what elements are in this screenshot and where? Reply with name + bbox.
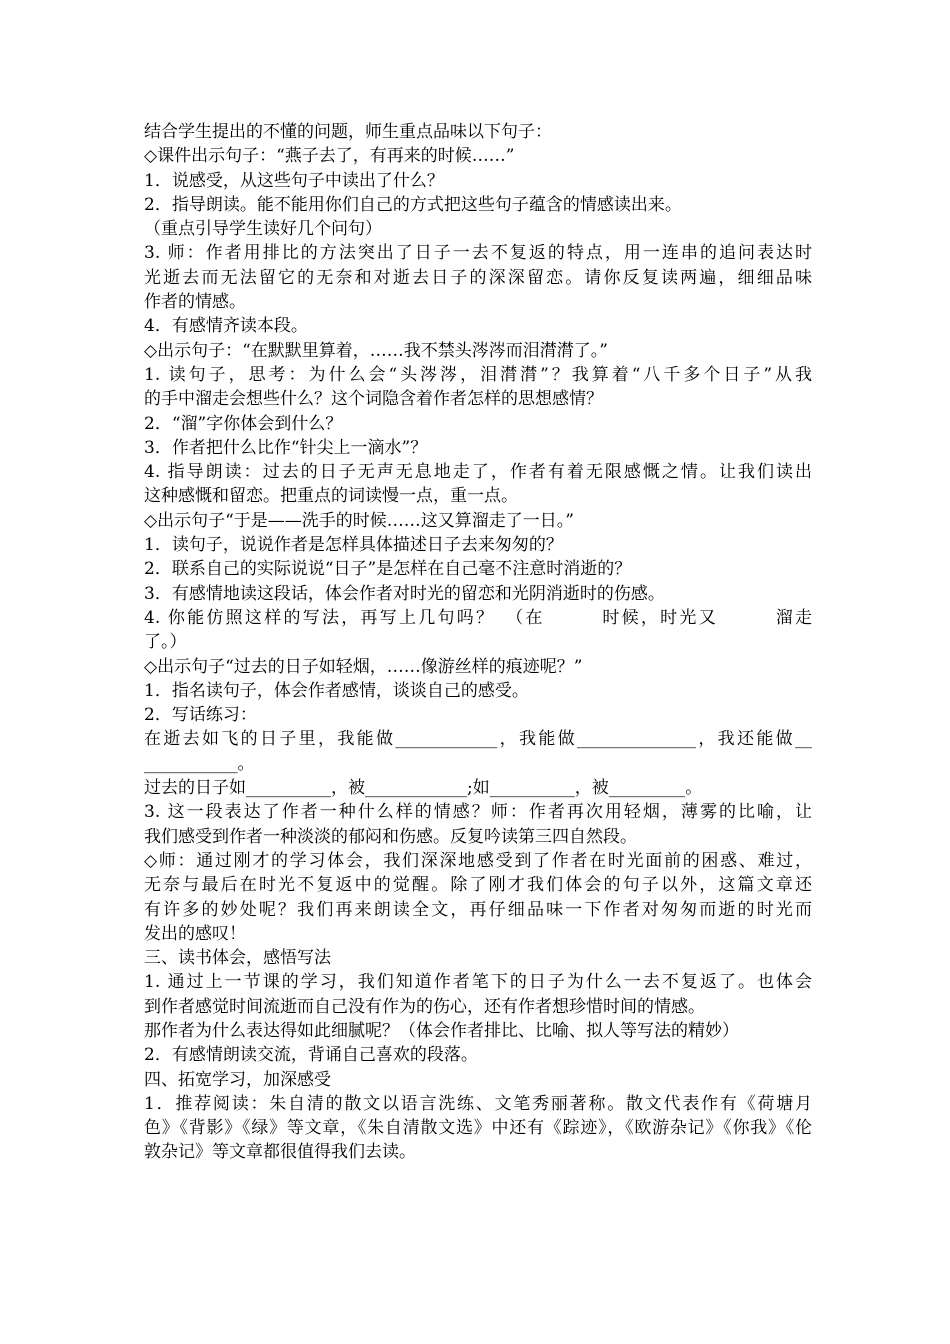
text-line: 4. 指导朗读：过去的日子无声无息地走了，作者有着无限感慨之情。让我们读出 (144, 462, 812, 483)
text-line: 我们感受到作者一种淡淡的郁闷和伤感。反复吟读第三四自然段。 (144, 826, 637, 847)
text-line: 1．推荐阅读：朱自清的散文以语言洗练、文笔秀丽著称。散文代表作有《荷塘月 (144, 1093, 812, 1114)
text-line: 这种感慨和留恋。把重点的词读慢一点，重一点。 (144, 486, 518, 507)
text-line: 色》《背影》《绿》等文章，《朱自清散文选》中还有《踪迹》，《欧游杂记》《你我》《伦 (144, 1118, 812, 1139)
text-line: 光逝去而无法留它的无奈和对逝去日子的深深留恋。请你反复读两遍，细细品味 (144, 267, 812, 288)
text-line: 三、读书体会，感悟写法 (144, 948, 331, 969)
text-line: 1．说感受，从这些句子中读出了什么？ (144, 170, 444, 191)
text-line: 了。） (144, 632, 187, 653)
text-line: 1. 读句子，思考：为什么会“头涔涔，泪潸潸”？我算着“八千多个日子”从我 (144, 364, 812, 385)
text-line: ◇课件出示句子：“燕子去了，有再来的时候……” (144, 146, 515, 167)
text-line: 1．读句子，说说作者是怎样具体描述日子去来匆匆的？ (144, 535, 563, 556)
text-line: 无奈与最后在时光不复返中的觉醒。除了刚才我们体会的句子以外，这篇文章还 (144, 875, 812, 896)
text-line: 3. 师：作者用排比的方法突出了日子一去不复返的特点，用一连串的追问表达时 (144, 243, 812, 264)
text-line: 4．有感情齐读本段。 (144, 316, 308, 337)
text-line: 2．指导朗读。能不能用你们自己的方式把这些句子蕴含的情感读出来。 (144, 194, 682, 215)
text-line: ◇师：通过刚才的学习体会，我们深深地感受到了作者在时光面前的困惑、难过， (144, 850, 812, 871)
text-line: 过去的日子如__________，被____________;如__________，被_________。 (144, 778, 703, 799)
text-line: 2．有感情朗读交流，背诵自己喜欢的段落。 (144, 1045, 478, 1066)
text-line: ◇出示句子：“在默默里算着，……我不禁头涔涔而泪潸潸了。” (144, 340, 608, 361)
text-line: 作者的情感。 (144, 292, 246, 313)
text-line: 的手中溜走会想些什么？这个词隐含着作者怎样的思想感情？ (144, 389, 603, 410)
text-line: 那作者为什么表达得如此细腻呢？（体会作者排比、比喻、拟人等写法的精妙） (144, 1020, 739, 1041)
text-line: 发出的感叹！ (144, 923, 246, 944)
text-line: 2．“溜”字你体会到什么？ (144, 413, 343, 434)
text-line: 3. 这一段表达了作者一种什么样的情感？师：作者再次用轻烟，薄雾的比喻，让 (144, 802, 812, 823)
text-line: 到作者感觉时间流逝而自己没有作为的伤心，还有作者想珍惜时间的情感。 (144, 996, 705, 1017)
text-line: ◇出示句子“过去的日子如轻烟，……像游丝样的痕迹呢？” (144, 656, 583, 677)
text-line: 在逝去如飞的日子里，我能做____________，我能做______________，我还能做__ (144, 729, 812, 750)
text-line: 1．指名读句子，体会作者感情，谈谈自己的感受。 (144, 680, 529, 701)
text-line: 4. 你能仿照这样的写法，再写上几句吗？ （在 时候，时光又 溜走 (144, 607, 812, 628)
document-body (144, 120, 812, 1165)
text-line: 2．写话练习： (144, 705, 257, 726)
text-line: 1. 通过上一节课的学习，我们知道作者笔下的日子为什么一去不复返了。也体会 (144, 972, 812, 993)
text-line: 敦杂记》等文章都很值得我们去读。 (144, 1142, 416, 1163)
text-line: ___________。 (144, 753, 255, 774)
text-line: 3．有感情地读这段话，体会作者对时光的留恋和光阴消逝时的伤感。 (144, 583, 665, 604)
text-line: ◇出示句子“于是——洗手的时候……这又算溜走了一日。” (144, 510, 574, 531)
text-line: 四、拓宽学习，加深感受 (144, 1069, 331, 1090)
text-line: （重点引导学生读好几个问句） (144, 219, 382, 240)
text-line: 2．联系自己的实际说说“日子”是怎样在自己毫不注意时消逝的？ (144, 559, 632, 580)
text-line: 3．作者把什么比作“针尖上一滴水”？ (144, 437, 428, 458)
text-line: 有许多的妙处呢？我们再来朗读全文，再仔细品味一下作者对匆匆而逝的时光而 (144, 899, 812, 920)
text-line: 结合学生提出的不懂的问题，师生重点品味以下句子： (144, 122, 552, 142)
